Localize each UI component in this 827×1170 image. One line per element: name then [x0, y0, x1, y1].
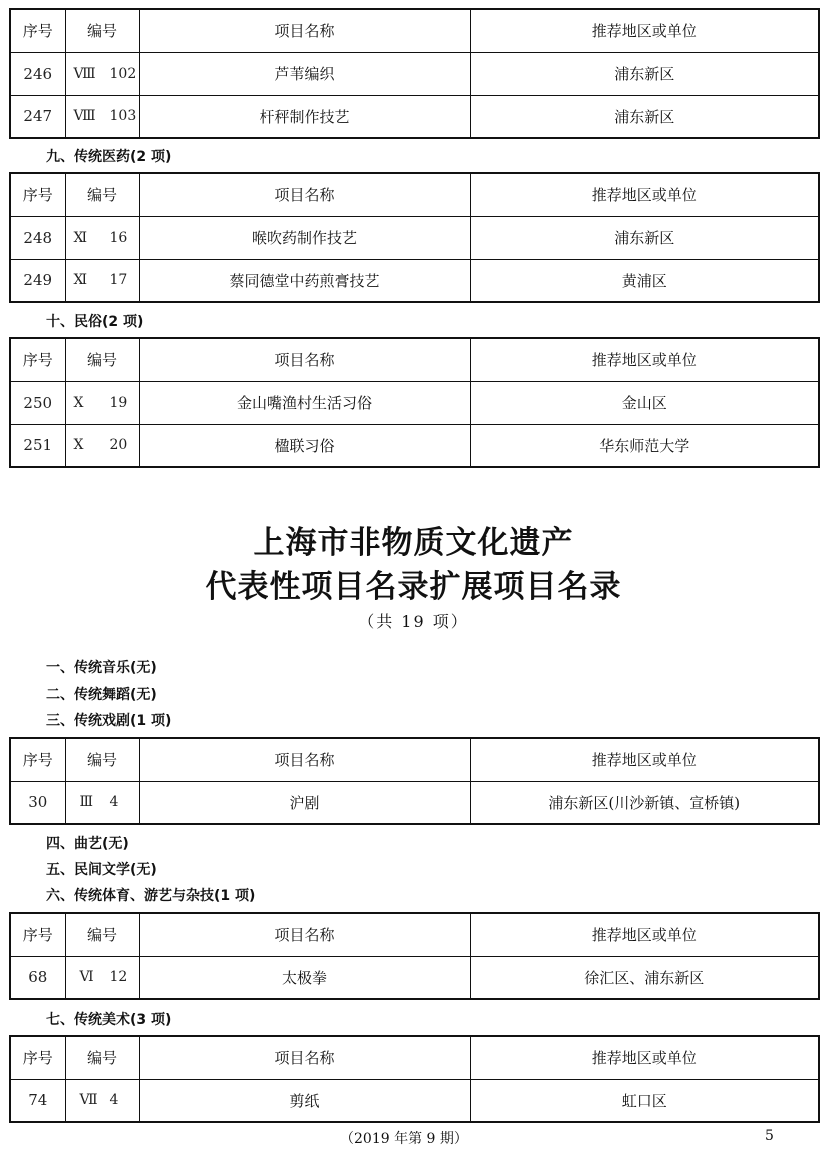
header-name: 项目名称	[139, 1036, 470, 1079]
table-header-row	[10, 1036, 819, 1079]
cell-code	[65, 216, 139, 259]
cell-code	[65, 424, 139, 467]
header-code: 编号	[65, 9, 139, 52]
cell-code-roman: Ⅺ	[73, 229, 88, 246]
cell-region: 虹口区	[470, 1079, 819, 1122]
table-row	[10, 216, 819, 259]
header-code: 编号	[65, 913, 139, 956]
cell-code-roman: Ⅵ	[79, 969, 94, 986]
cell-region: 浦东新区	[470, 216, 819, 259]
table-row	[10, 781, 819, 824]
cell-code	[65, 95, 139, 138]
cell-code-num: 17	[109, 272, 128, 289]
page-title-line-2: 代表性项目名录扩展项目名录	[205, 569, 622, 605]
table-traditional-crafts	[9, 8, 818, 139]
table-header-row	[10, 173, 819, 216]
table-header-row	[10, 338, 819, 381]
cell-seq: 250	[10, 381, 65, 424]
header-seq: 序号	[10, 913, 65, 956]
cell-name: 沪剧	[139, 781, 470, 824]
header-code: 编号	[65, 1036, 139, 1079]
section-heading-medicine: 九、传统医药(2 项)	[46, 149, 172, 165]
section-heading-folk: 十、民俗(2 项)	[46, 314, 144, 330]
table-folk-customs	[9, 337, 818, 468]
header-region: 推荐地区或单位	[470, 1036, 819, 1079]
header-name: 项目名称	[139, 738, 470, 781]
cell-region: 黄浦区	[470, 259, 819, 302]
cell-code-num: 19	[109, 394, 128, 411]
header-code: 编号	[65, 338, 139, 381]
table-traditional-drama	[9, 737, 818, 825]
table-row	[10, 956, 819, 999]
section-heading-arts: 七、传统美术(3 项)	[46, 1012, 172, 1028]
header-region: 推荐地区或单位	[470, 738, 819, 781]
header-region: 推荐地区或单位	[470, 173, 819, 216]
cell-code-num: 12	[109, 969, 128, 986]
table-row	[10, 381, 819, 424]
cell-code-num: 4	[109, 794, 119, 811]
cell-seq: 247	[10, 95, 65, 138]
cell-name: 蔡同德堂中药煎膏技艺	[139, 259, 470, 302]
header-seq: 序号	[10, 338, 65, 381]
table-traditional-medicine	[9, 172, 818, 303]
table-row	[10, 424, 819, 467]
cell-name: 芦苇编织	[139, 52, 470, 95]
cell-code-roman: Ⅹ	[73, 437, 84, 454]
cell-code-num: 4	[109, 1092, 119, 1109]
cell-code-roman: Ⅹ	[73, 394, 84, 411]
header-name: 项目名称	[139, 913, 470, 956]
table-traditional-sports	[9, 912, 818, 1000]
cell-code	[65, 1079, 139, 1122]
footer-issue: （2019 年第 9 期）	[340, 1131, 468, 1147]
header-name: 项目名称	[139, 338, 470, 381]
cell-code-roman: Ⅷ	[73, 108, 96, 125]
cell-code	[65, 781, 139, 824]
cell-code-num: 103	[109, 108, 137, 125]
section-heading-sports: 六、传统体育、游艺与杂技(1 项)	[46, 888, 256, 904]
section-heading-literature: 五、民间文学(无)	[46, 862, 157, 878]
table-header-row	[10, 738, 819, 781]
table-header-row	[10, 9, 819, 52]
header-code: 编号	[65, 173, 139, 216]
section-heading-music: 一、传统音乐(无)	[46, 660, 157, 676]
cell-code	[65, 52, 139, 95]
cell-name: 金山嘴渔村生活习俗	[139, 381, 470, 424]
cell-name: 杆秤制作技艺	[139, 95, 470, 138]
header-seq: 序号	[10, 173, 65, 216]
cell-region: 浦东新区	[470, 95, 819, 138]
cell-code-num: 16	[109, 229, 128, 246]
header-region: 推荐地区或单位	[470, 338, 819, 381]
cell-seq: 249	[10, 259, 65, 302]
header-seq: 序号	[10, 9, 65, 52]
header-region: 推荐地区或单位	[470, 9, 819, 52]
cell-seq: 246	[10, 52, 65, 95]
cell-region: 金山区	[470, 381, 819, 424]
section-heading-quyi: 四、曲艺(无)	[46, 836, 129, 852]
header-region: 推荐地区或单位	[470, 913, 819, 956]
header-name: 项目名称	[139, 9, 470, 52]
cell-seq: 248	[10, 216, 65, 259]
cell-code-num: 102	[109, 65, 137, 82]
page-subtitle-count: （共 19 项）	[358, 612, 469, 631]
section-heading-drama: 三、传统戏剧(1 项)	[46, 713, 172, 729]
cell-region: 浦东新区(川沙新镇、宣桥镇)	[470, 781, 819, 824]
cell-name: 喉吹药制作技艺	[139, 216, 470, 259]
cell-code-num: 20	[109, 437, 128, 454]
table-traditional-arts	[9, 1035, 818, 1123]
table-row	[10, 52, 819, 95]
section-heading-dance: 二、传统舞蹈(无)	[46, 687, 157, 703]
table-row	[10, 259, 819, 302]
cell-seq: 251	[10, 424, 65, 467]
cell-code	[65, 259, 139, 302]
header-seq: 序号	[10, 738, 65, 781]
cell-name: 太极拳	[139, 956, 470, 999]
table-row	[10, 1079, 819, 1122]
page-title-line-1: 上海市非物质文化遗产	[253, 525, 574, 561]
table-row	[10, 95, 819, 138]
table-header-row	[10, 913, 819, 956]
header-name: 项目名称	[139, 173, 470, 216]
cell-code-roman: Ⅷ	[73, 65, 96, 82]
header-code: 编号	[65, 738, 139, 781]
cell-name: 楹联习俗	[139, 424, 470, 467]
cell-code	[65, 381, 139, 424]
cell-seq: 68	[10, 956, 65, 999]
cell-seq: 30	[10, 781, 65, 824]
cell-seq: 74	[10, 1079, 65, 1122]
header-seq: 序号	[10, 1036, 65, 1079]
cell-region: 浦东新区	[470, 52, 819, 95]
cell-name: 剪纸	[139, 1079, 470, 1122]
cell-code-roman: Ⅲ	[79, 794, 94, 811]
cell-region: 徐汇区、浦东新区	[470, 956, 819, 999]
cell-region: 华东师范大学	[470, 424, 819, 467]
cell-code-roman: Ⅶ	[79, 1092, 98, 1109]
cell-code-roman: Ⅺ	[73, 272, 88, 289]
cell-code	[65, 956, 139, 999]
page-number: 5	[765, 1128, 774, 1144]
